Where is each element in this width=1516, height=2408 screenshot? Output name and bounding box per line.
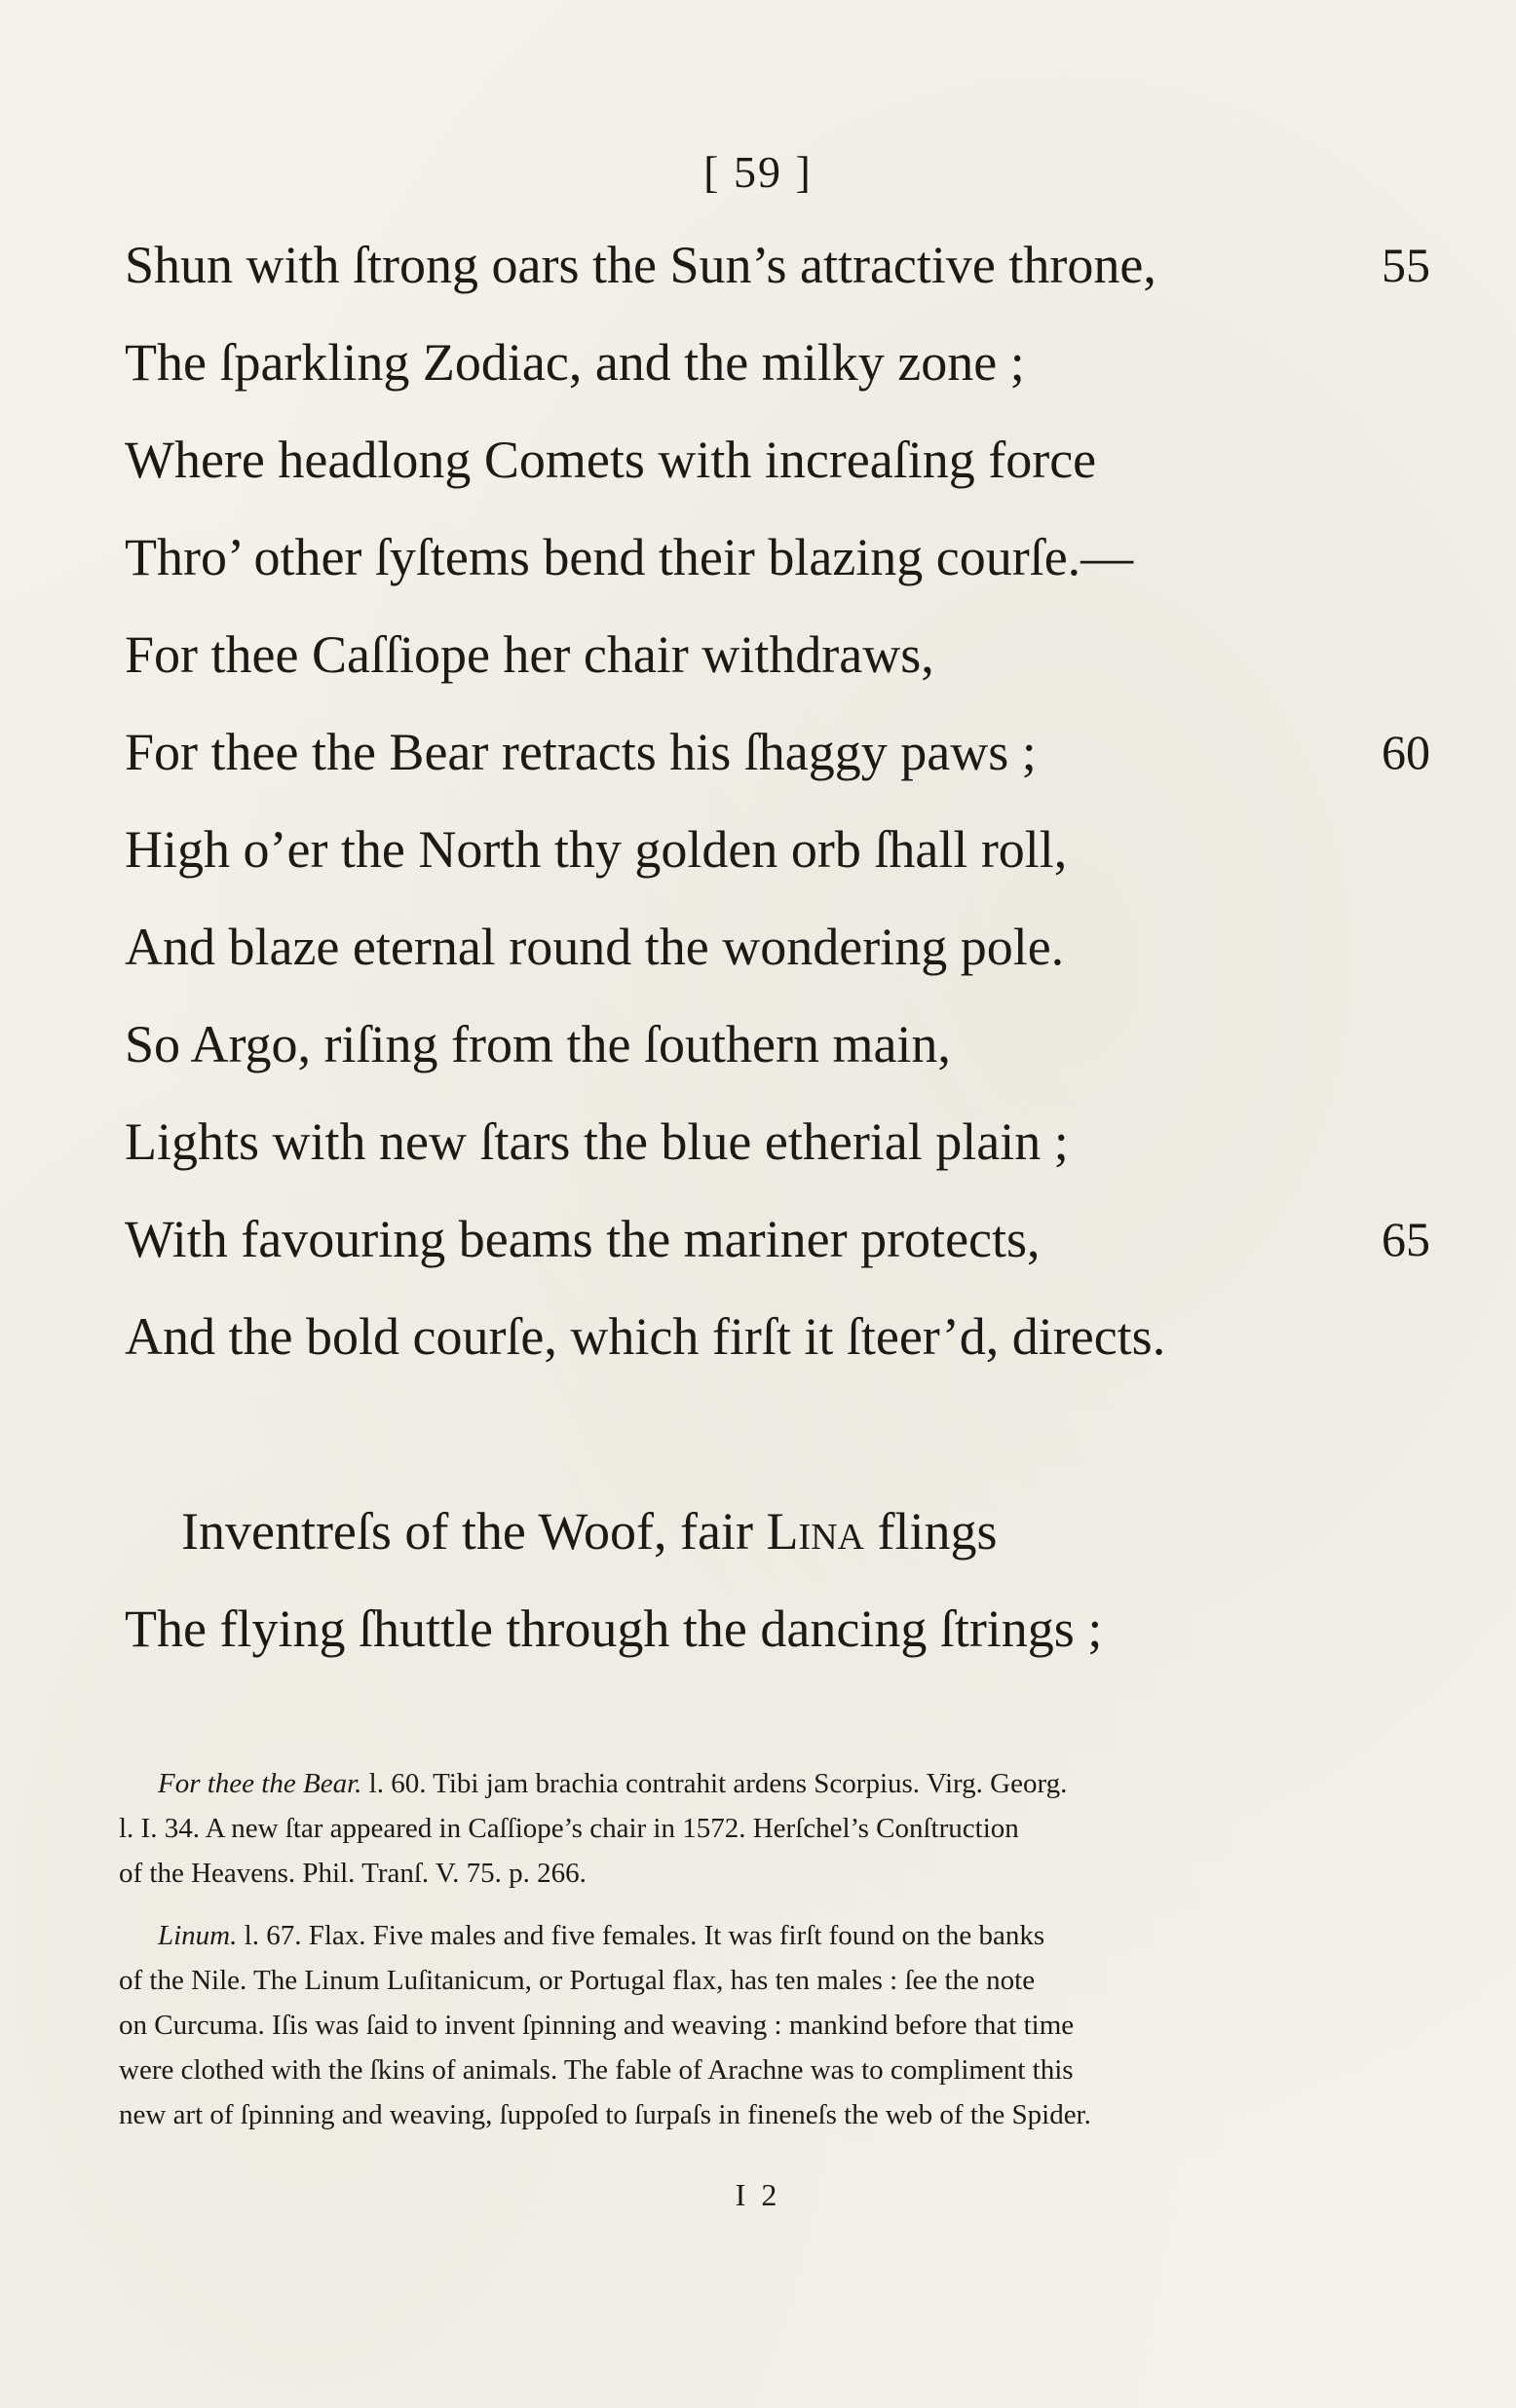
verse-line-67 <box>125 1483 1430 1580</box>
verse-text: And the bold courſe, which firſt it ſteer’d, directs. <box>125 1307 1166 1366</box>
verse-line-62 <box>125 898 1430 996</box>
verse-text: The ſparkling Zodiac, and the milky zone ; <box>125 333 1025 392</box>
verse-text: For thee the Bear retracts his ſhaggy paws ; <box>125 723 1037 781</box>
footnote-bear <box>119 1761 1405 1896</box>
stanza-break <box>125 1385 1430 1483</box>
verse-text: Thro’ other ſyſtems bend their blazing courſe.— <box>125 528 1134 586</box>
page-number: [ 59 ] <box>703 147 813 197</box>
verse-text: Lights with new ſtars the blue etherial plain ; <box>125 1112 1069 1171</box>
verse-line-61 <box>125 801 1430 898</box>
verse-line-65 <box>125 1190 1430 1288</box>
verse-text: For thee Caſſiope her chair withdraws, <box>125 625 934 684</box>
verse-text: High o’er the North thy golden orb ſhall roll, <box>125 820 1068 879</box>
footnotes <box>119 1761 1405 2155</box>
footnote-head: For thee the Bear. <box>158 1768 362 1799</box>
footnote-line: were clothed with the ſkins of animals. The fable of Arachne was to compliment this <box>119 2054 1074 2086</box>
verse-line-58 <box>125 508 1430 606</box>
footnote-line <box>119 1913 1405 1958</box>
character-name-lina: Lina <box>766 1502 864 1561</box>
verse-text: With favouring beams the mariner protects, <box>125 1210 1041 1268</box>
signature-mark: I 2 <box>735 2177 781 2212</box>
verse-text-part: Inventreſs of the Woof, fair <box>181 1502 767 1561</box>
verse-line-57 <box>125 411 1430 508</box>
footnote-line: of the Heavens. Phil. Tranſ. V. 75. p. 266. <box>119 1858 587 1889</box>
poem-text <box>125 216 1430 1677</box>
footnote-linum <box>119 1913 1405 2137</box>
footnote-text: l. 67. Flax. Five males and five females. It was firſt found on the banks <box>237 1920 1045 1951</box>
footnote-line: new art of ſpinning and weaving, ſuppoſed to ſurpaſs in fineneſs the web of the Spider. <box>119 2099 1091 2130</box>
footnote-line: of the Nile. The Linum Luſitanicum, or Portugal flax, has ten males : ſee the note <box>119 1965 1036 1996</box>
verse-text: Where headlong Comets with increaſing force <box>125 431 1097 489</box>
footnote-text: l. 60. Tibi jam brachia contrahit ardens Scorpius. Virg. Georg. <box>361 1768 1068 1799</box>
verse-line-64 <box>125 1093 1430 1190</box>
footnote-line: on Curcuma. Iſis was ſaid to invent ſpinning and weaving : mankind before that time <box>119 2010 1075 2041</box>
line-number: 65 <box>1382 1212 1430 1266</box>
verse-text <box>181 1483 998 1580</box>
verse-text: The flying ſhuttle through the dancing ſtrings ; <box>125 1599 1103 1658</box>
verse-line-63 <box>125 996 1430 1093</box>
verse-line-68 <box>125 1580 1430 1677</box>
verse-text: So Argo, riſing from the ſouthern main, <box>125 1015 951 1073</box>
verse-text: Shun with ſtrong oars the Sun’s attractive throne, <box>125 236 1156 294</box>
line-number: 55 <box>1382 238 1430 292</box>
line-number: 60 <box>1382 725 1430 779</box>
verse-line-66 <box>125 1288 1430 1385</box>
verse-text: And blaze eternal round the wondering pole. <box>125 918 1065 976</box>
verse-line-60 <box>125 703 1430 801</box>
verse-line-55 <box>125 216 1430 314</box>
footnote-line: l. I. 34. A new ſtar appeared in Caſſiope’s chair in 1572. Herſchel’s Conſtruction <box>119 1813 1019 1844</box>
verse-line-56 <box>125 314 1430 411</box>
footnote-head: Linum. <box>158 1920 238 1951</box>
footnote-line <box>119 1761 1405 1806</box>
verse-line-59 <box>125 606 1430 703</box>
verse-text-part: flings <box>864 1502 998 1561</box>
